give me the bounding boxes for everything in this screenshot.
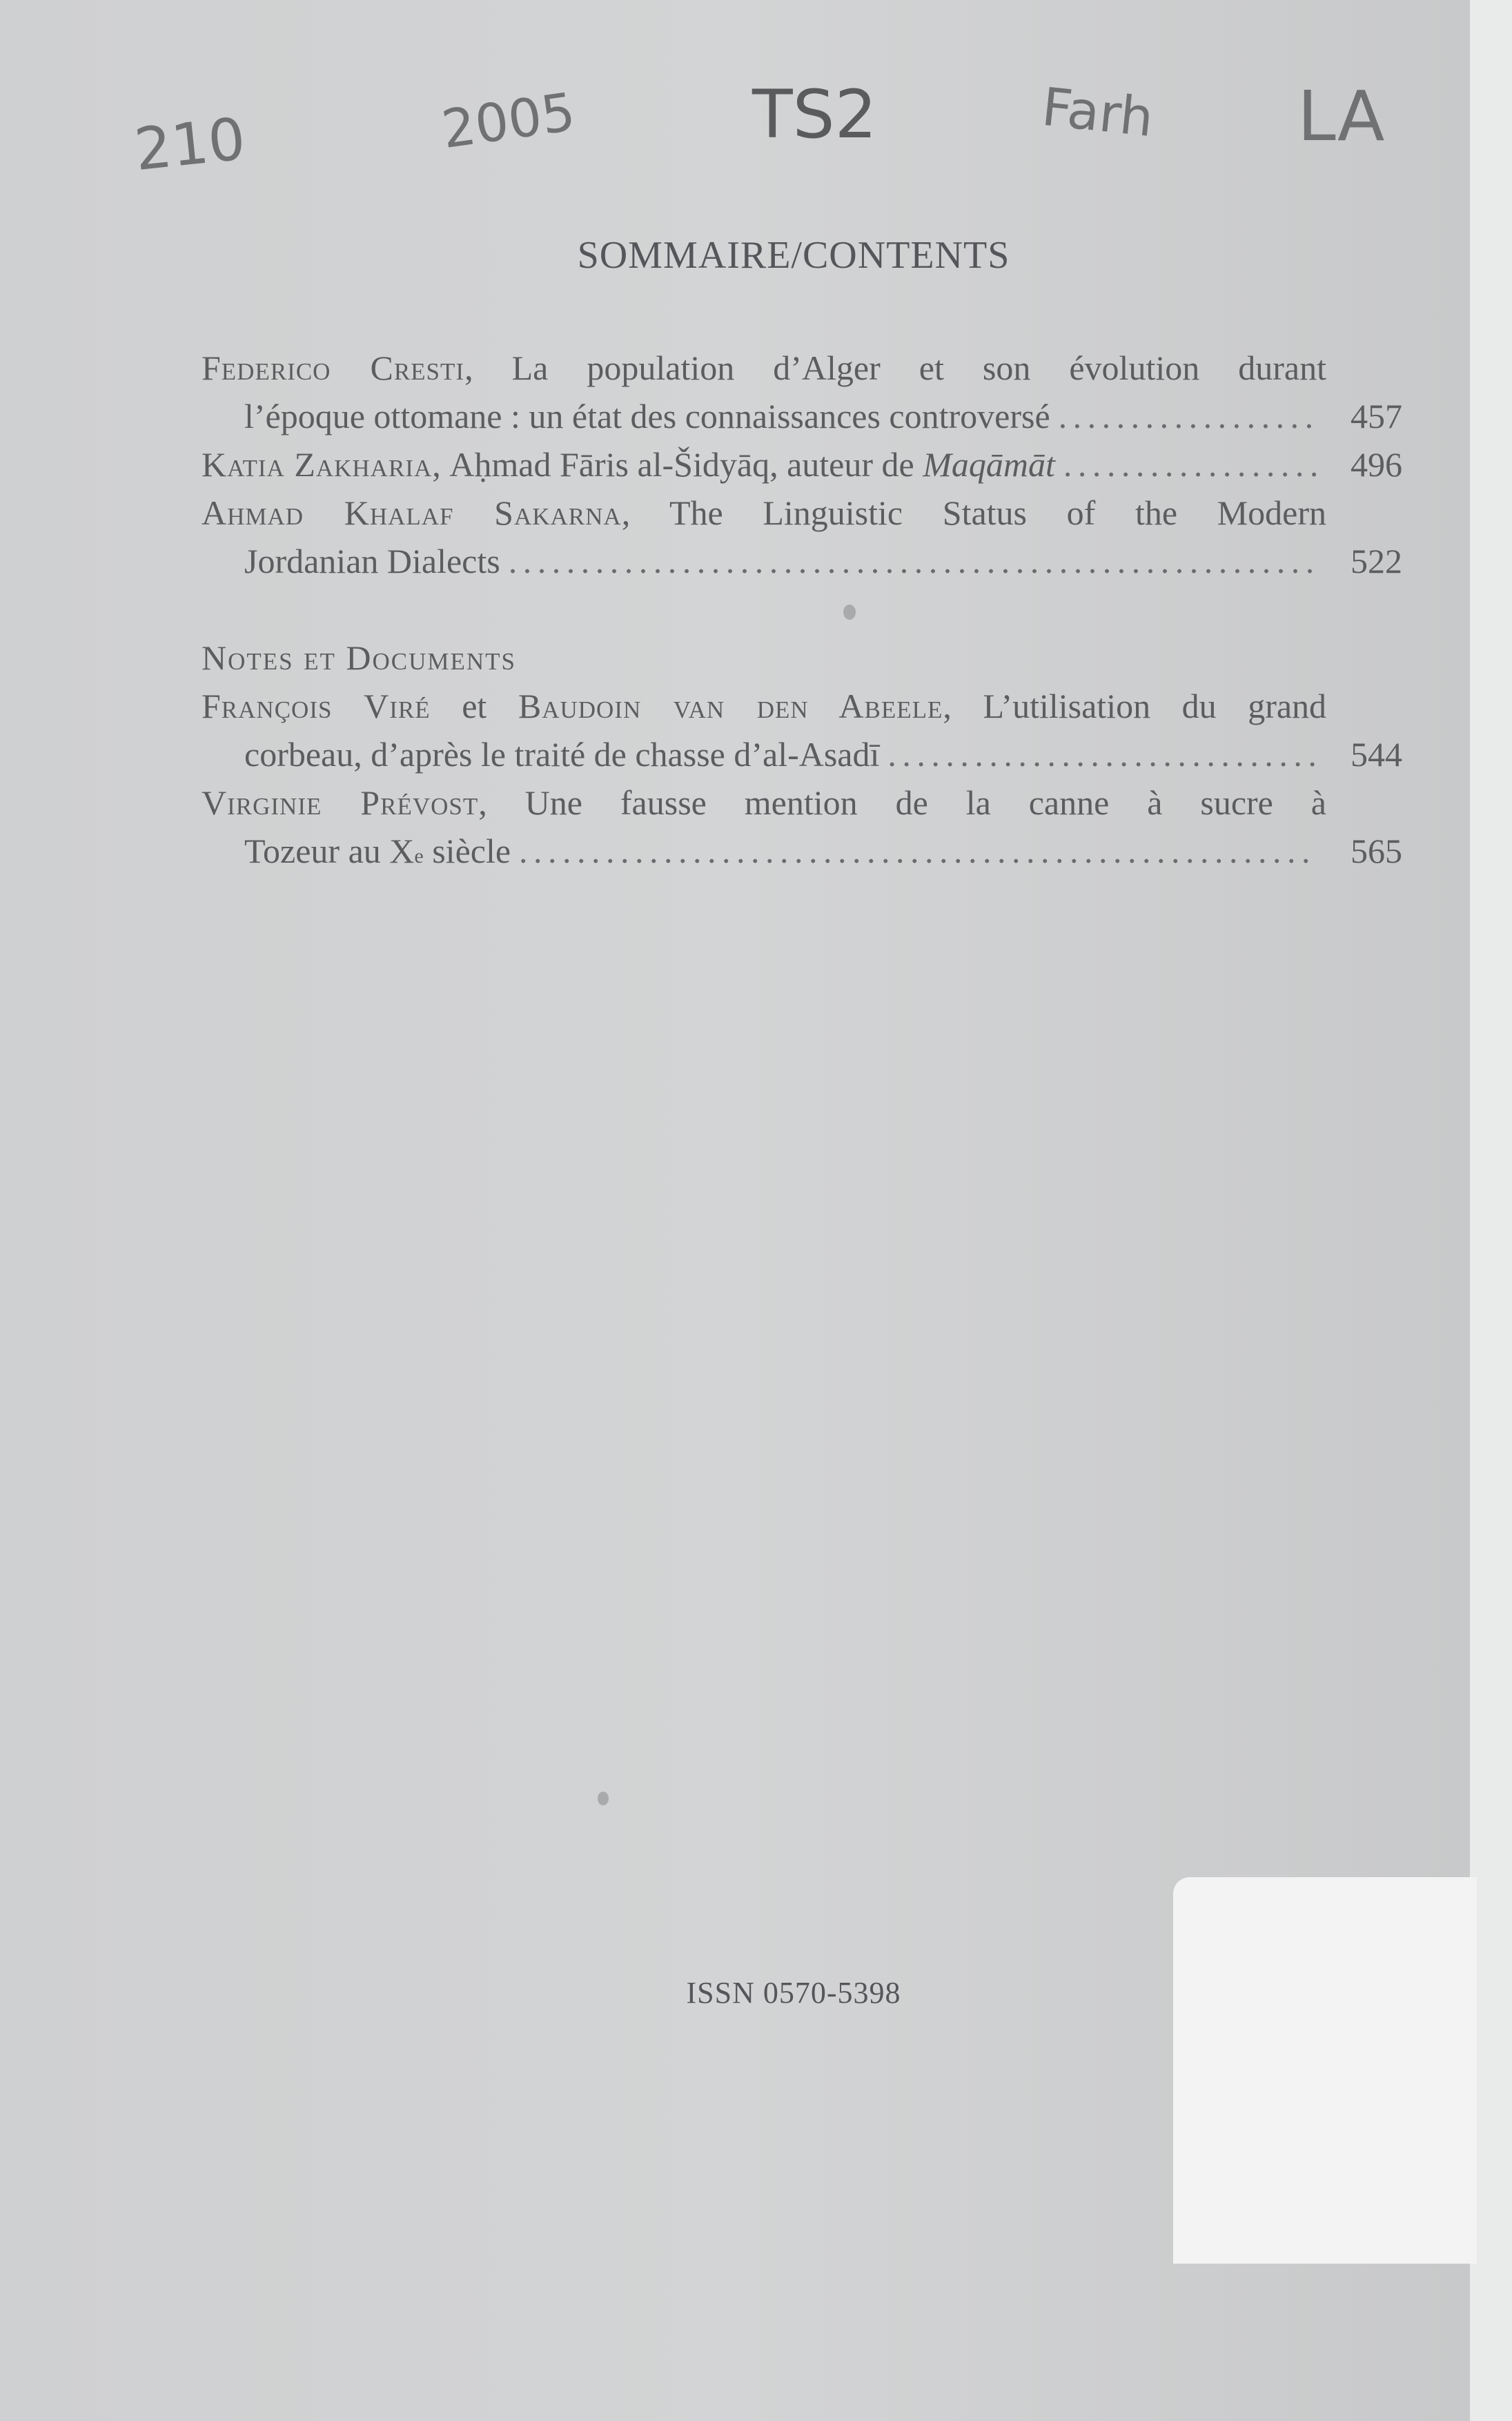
article-title: Tozeur au X [244,832,415,870]
author-name: Ahmad Khalaf Sakarna [202,493,622,532]
superscript: e [414,845,424,868]
article-title: Une fausse mention de la canne à sucre à [524,783,1326,822]
handwritten-year: 2005 [438,80,579,161]
toc-entry-line [202,392,1402,440]
toc-entry-line: Federico Cresti, La population d’Alger et son évolution durant [202,349,1326,387]
page-number: 565 [1351,832,1402,870]
article-title: Aḥmad Fāris al-Šidyāq, auteur de [449,445,914,484]
handwritten-code: TS2 [752,76,877,153]
handwritten-initials: LA [1297,76,1385,157]
toc-entry [202,778,1402,881]
article-title: Jordanian Dialects [244,542,500,580]
dot-leader [509,537,1318,585]
dot-leader [1059,392,1318,440]
articles-list [202,344,1402,585]
author-name: Baudoin van den Abeele [518,687,943,725]
author-name: Federico Cresti [202,349,465,387]
notes-list [202,634,1402,881]
toc-entry [202,344,1402,440]
page-number: 544 [1351,735,1402,774]
page-title: SOMMAIRE/CONTENTS [577,234,1010,277]
article-title-italic: Maqāmāt [923,445,1055,484]
author-name: François Viré [202,687,431,725]
paper-speck [843,605,856,620]
toc-entry-line: Ahmad Khalaf Sakarna, The Linguistic Status of the Modern [202,493,1326,532]
article-title: l’époque ottomane : un état des connaissances controversé [244,397,1050,435]
author-name: Virginie Prévost [202,783,479,822]
toc-entry-line [202,827,1402,881]
toc-entry [202,489,1402,585]
toc-entry [202,440,1402,489]
dot-leader [887,730,1318,778]
library-sticker [1173,1877,1477,2264]
handwritten-page-number: 210 [131,104,249,184]
article-title: siècle [432,832,511,870]
section-heading: Notes et Documents [202,638,516,677]
toc-entry-line [202,537,1402,585]
handwritten-note: Farh [1039,75,1157,149]
page-number: 496 [1351,445,1402,484]
dot-leader [519,827,1318,875]
dot-leader [1063,440,1318,489]
page-number: 457 [1351,397,1402,435]
toc-entry [202,682,1402,778]
toc-entry-line [202,730,1402,778]
page-number: 522 [1351,542,1402,580]
article-title: corbeau, d’après le traité de chasse d’al-Asadī [244,735,880,774]
toc-entry-line: Virginie Prévost, Une fausse mention de la canne à sucre à [202,783,1326,822]
paper-speck [598,1792,609,1805]
toc-entry-line: François Viré et Baudoin van den Abeele, L’utilisation du grand [202,687,1327,725]
article-title: La population d’Alger et son évolution durant [511,349,1326,387]
author-name: Katia Zakharia [202,445,433,484]
author-connector: et [462,687,487,725]
article-title: The Linguistic Status of the Modern [669,493,1326,532]
article-title: L’utilisation du grand [983,687,1327,725]
issn-number: ISSN 0570-5398 [686,1976,901,2010]
toc-entry-line: Katia Zakharia , Aḥmad Fāris al-Šidyāq, auteur de Maqāmāt . . . 496 [202,440,1402,489]
